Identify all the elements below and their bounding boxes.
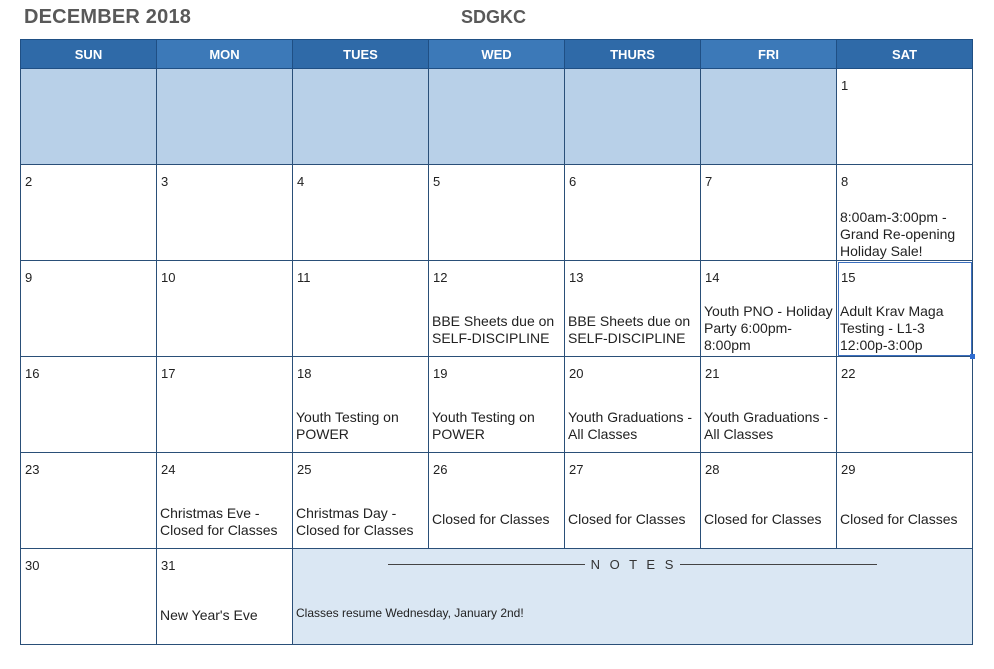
event-text: Youth Graduations - All Classes (568, 409, 693, 442)
day-cell-9[interactable] (21, 261, 157, 357)
day-cell-18[interactable] (293, 357, 429, 453)
week-row-4 (21, 357, 973, 453)
day-number: 19 (433, 366, 448, 381)
day-cell-4[interactable] (293, 165, 429, 261)
weekday-tues: TUES (293, 40, 429, 69)
week-row-3 (21, 261, 973, 357)
day-cell-30[interactable] (21, 549, 157, 645)
org-name: SDGKC (461, 7, 527, 27)
day-cell-15-selected[interactable] (837, 261, 973, 357)
notes-heading: N O T E S (590, 557, 677, 572)
event-text: Christmas Eve - Closed for Classes (160, 505, 278, 538)
day-cell-16[interactable] (21, 357, 157, 453)
day-number: 26 (433, 462, 448, 477)
event-text: Youth PNO - Holiday Party 6:00pm-8:00pm (704, 303, 833, 353)
day-cell-5[interactable] (429, 165, 565, 261)
week-row-1 (21, 69, 973, 165)
day-cell-1[interactable] (837, 69, 973, 165)
day-cell-23[interactable] (21, 453, 157, 549)
day-number: 3 (161, 174, 169, 189)
weekday-sun: SUN (21, 40, 157, 69)
day-number: 24 (161, 462, 176, 477)
day-number: 31 (161, 558, 176, 573)
event-text: Youth Testing on POWER (296, 409, 399, 442)
day-number: 13 (569, 270, 584, 285)
day-cell-24[interactable] (157, 453, 293, 549)
event-text: Youth Graduations - All Classes (704, 409, 829, 442)
calendar-grid (20, 39, 973, 645)
week-row-2 (21, 165, 973, 261)
day-cell-22[interactable] (837, 357, 973, 453)
day-number: 9 (25, 270, 33, 285)
day-cell-10[interactable] (157, 261, 293, 357)
event-text: Christmas Day - Closed for Classes (296, 505, 414, 538)
day-number: 29 (841, 462, 856, 477)
empty-day-cell[interactable] (157, 69, 293, 165)
notes-box[interactable] (293, 549, 973, 645)
day-cell-26[interactable] (429, 453, 565, 549)
day-number: 1 (841, 78, 849, 93)
event-text: New Year's Eve (160, 607, 258, 623)
day-cell-12[interactable] (429, 261, 565, 357)
day-cell-11[interactable] (293, 261, 429, 357)
day-cell-20[interactable] (565, 357, 701, 453)
weekday-sat: SAT (837, 40, 973, 69)
day-number: 15 (841, 270, 856, 285)
day-cell-31[interactable] (157, 549, 293, 645)
day-cell-25[interactable] (293, 453, 429, 549)
day-number: 16 (25, 366, 40, 381)
event-text: BBE Sheets due on SELF-DISCIPLINE (568, 313, 691, 346)
event-text: Closed for Classes (568, 511, 686, 527)
day-number: 25 (297, 462, 312, 477)
day-number: 30 (25, 558, 40, 573)
notes-rule-right (680, 564, 877, 565)
day-cell-27[interactable] (565, 453, 701, 549)
empty-day-cell[interactable] (21, 69, 157, 165)
day-number: 21 (705, 366, 720, 381)
weekday-wed: WED (429, 40, 565, 69)
weekday-mon: MON (157, 40, 293, 69)
empty-day-cell[interactable] (565, 69, 701, 165)
event-text: Youth Testing on POWER (432, 409, 535, 442)
month-title: DECEMBER 2018 (24, 6, 192, 28)
day-number: 6 (569, 174, 577, 189)
event-text: Closed for Classes (840, 511, 958, 527)
day-number: 2 (25, 174, 33, 189)
day-cell-14[interactable] (701, 261, 837, 357)
day-number: 14 (705, 270, 720, 285)
day-number: 8 (841, 174, 849, 189)
day-cell-13[interactable] (565, 261, 701, 357)
empty-day-cell[interactable] (701, 69, 837, 165)
day-cell-17[interactable] (157, 357, 293, 453)
day-number: 22 (841, 366, 856, 381)
empty-day-cell[interactable] (429, 69, 565, 165)
event-text: 8:00am-3:00pm - Grand Re-opening Holiday Sale! (840, 209, 956, 259)
day-number: 4 (297, 174, 305, 189)
day-cell-28[interactable] (701, 453, 837, 549)
day-cell-7[interactable] (701, 165, 837, 261)
day-number: 27 (569, 462, 584, 477)
day-number: 20 (569, 366, 584, 381)
day-number: 17 (161, 366, 176, 381)
week-row-5 (21, 453, 973, 549)
week-row-6 (21, 549, 973, 645)
day-cell-2[interactable] (21, 165, 157, 261)
day-number: 7 (705, 174, 713, 189)
weekday-fri: FRI (701, 40, 837, 69)
day-cell-19[interactable] (429, 357, 565, 453)
event-text: Closed for Classes (704, 511, 822, 527)
day-number: 12 (433, 270, 448, 285)
day-number: 28 (705, 462, 720, 477)
day-cell-21[interactable] (701, 357, 837, 453)
weekday-header-row (21, 40, 973, 69)
day-cell-6[interactable] (565, 165, 701, 261)
notes-text: Classes resume Wednesday, January 2nd! (296, 606, 524, 620)
weekday-thurs: THURS (565, 40, 701, 69)
day-number: 11 (297, 270, 311, 285)
day-number: 23 (25, 462, 40, 477)
day-number: 10 (161, 270, 176, 285)
day-number: 5 (433, 174, 441, 189)
event-text: Adult Krav Maga Testing - L1-3 12:00p-3:00p (840, 303, 944, 353)
day-cell-8[interactable] (837, 165, 973, 261)
notes-rule-left (388, 564, 585, 565)
day-cell-29[interactable] (837, 453, 973, 549)
event-text: Closed for Classes (432, 511, 550, 527)
day-cell-3[interactable] (157, 165, 293, 261)
day-number: 18 (297, 366, 312, 381)
empty-day-cell[interactable] (293, 69, 429, 165)
event-text: BBE Sheets due on SELF-DISCIPLINE (432, 313, 555, 346)
notes-header (388, 557, 877, 572)
